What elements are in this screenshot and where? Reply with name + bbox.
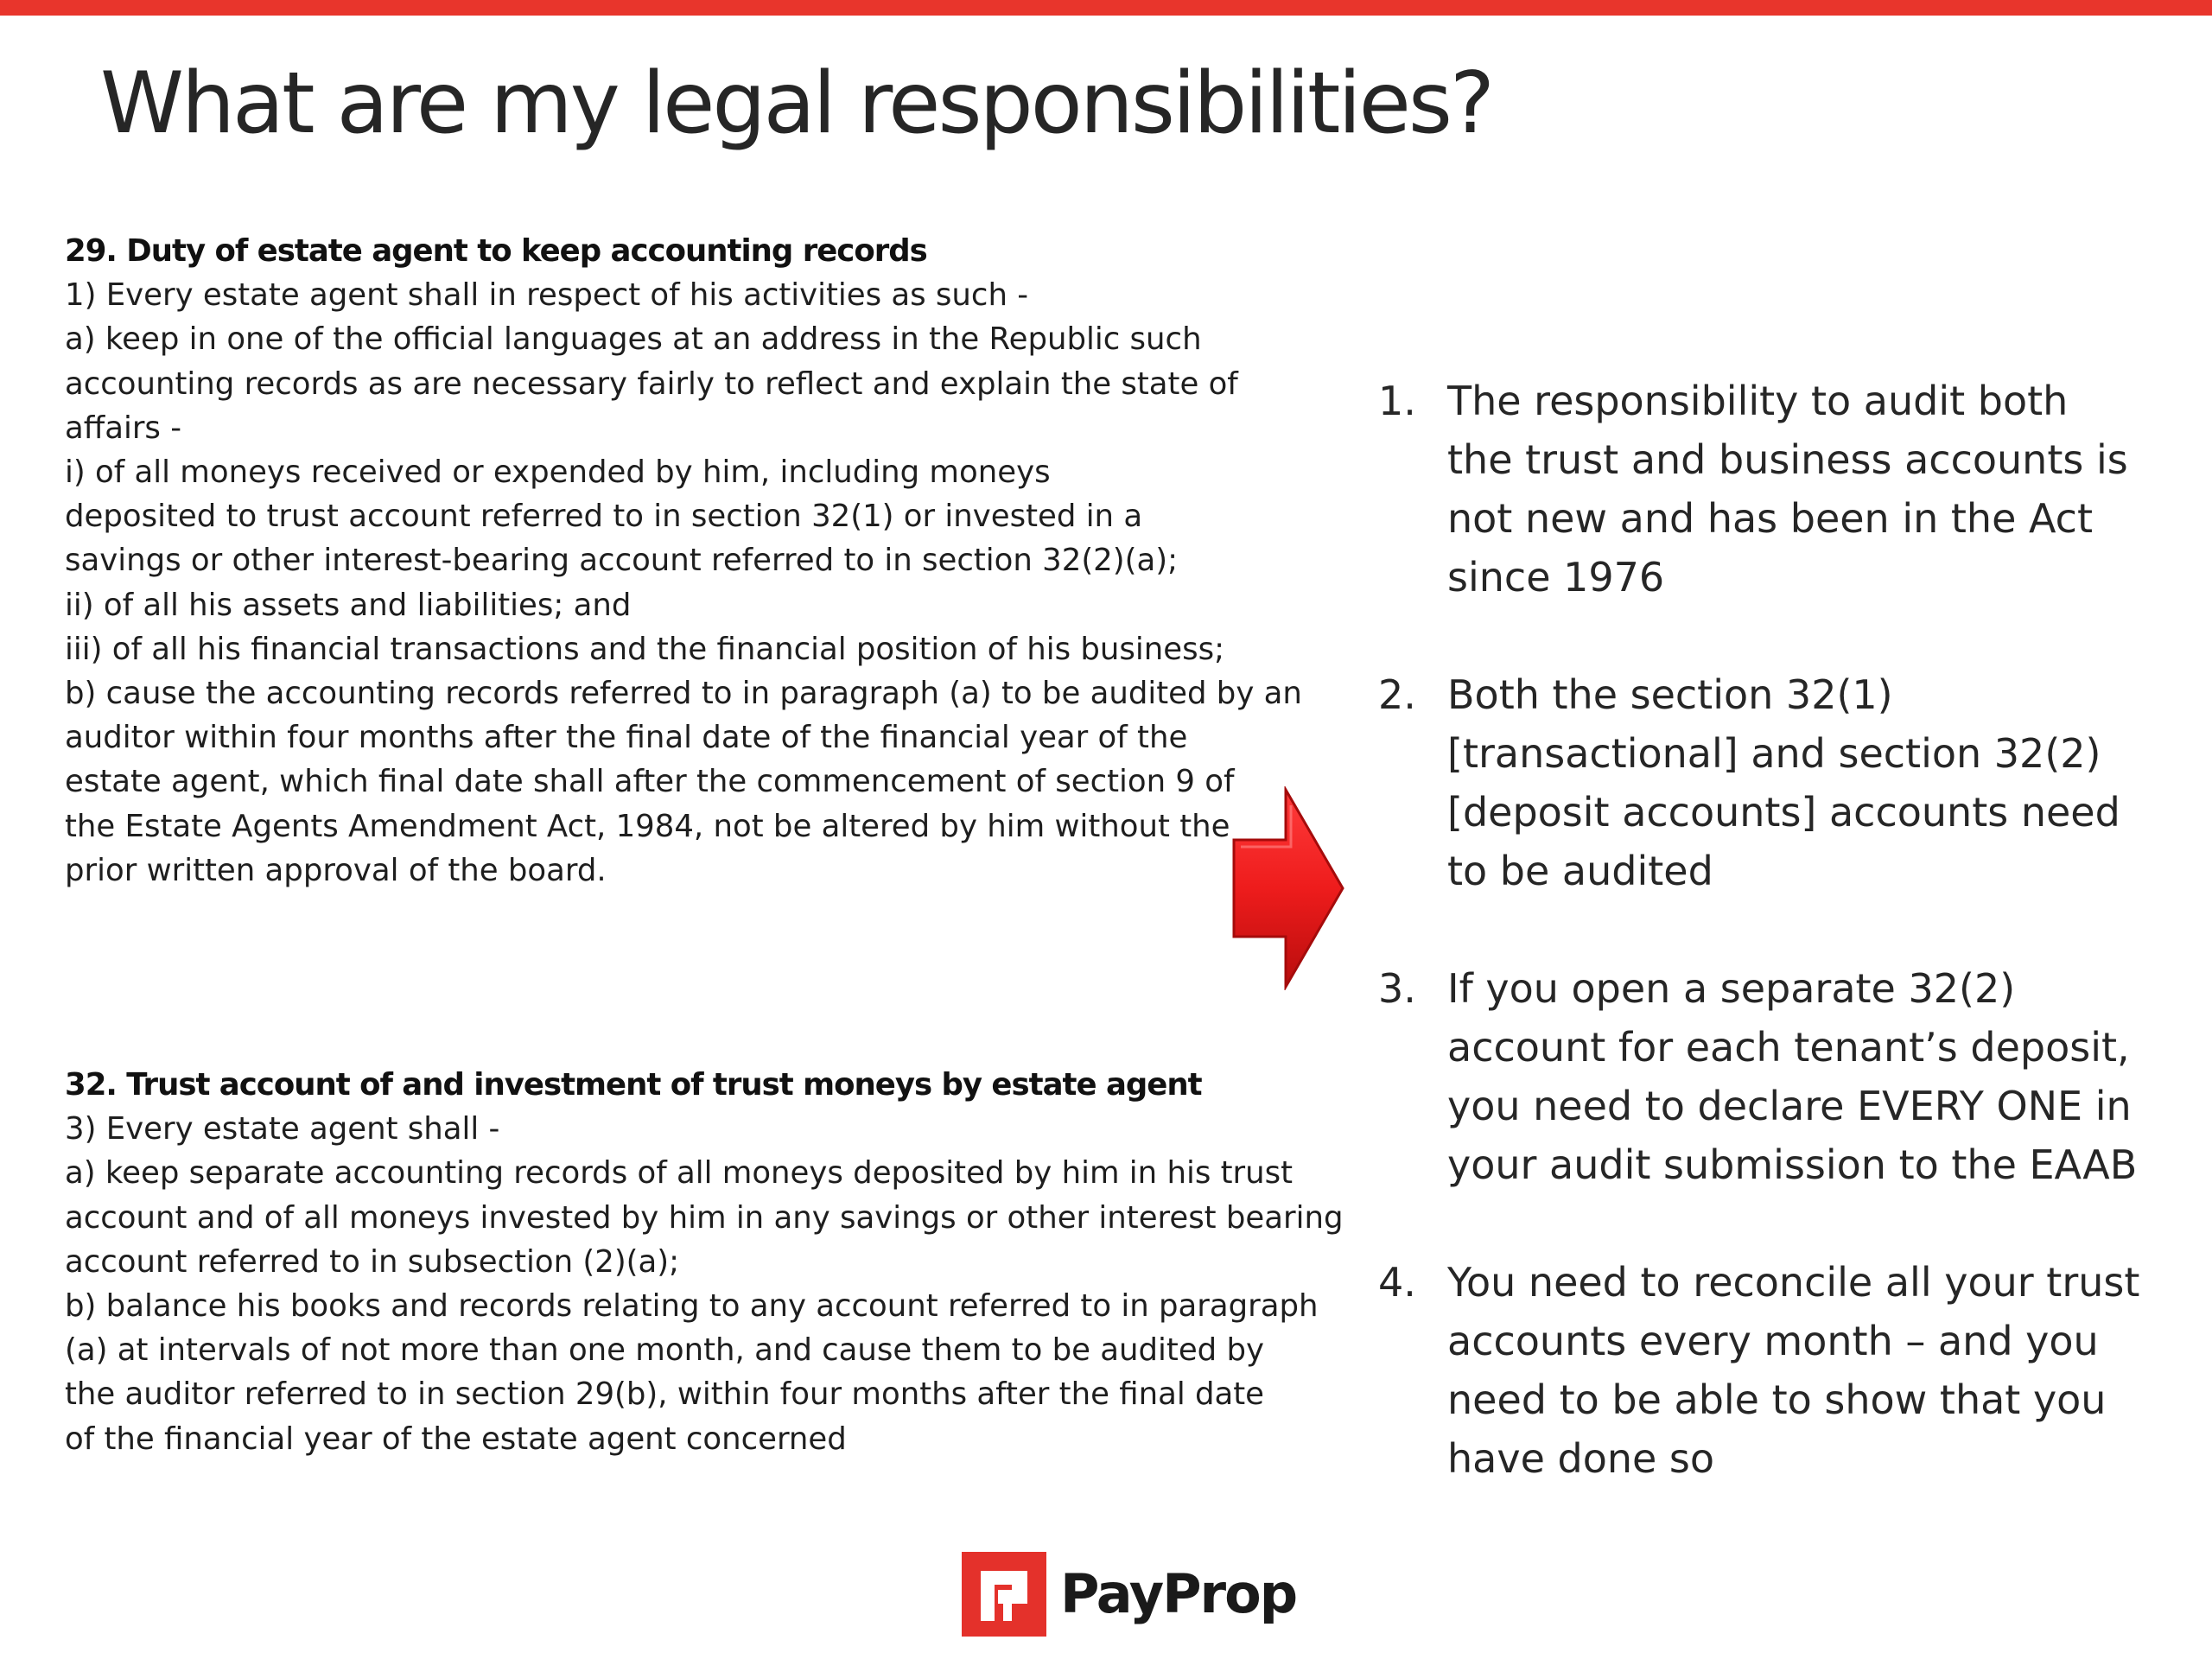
section-text-line: 1) Every estate agent shall in respect of his activities as such -	[65, 277, 1029, 314]
point-text-line: have done so	[1447, 1435, 1715, 1482]
section-text-line: i) of all moneys received or expended by him, including moneys	[65, 454, 1051, 491]
section-text-line: ii) of all his assets and liabilities; and	[65, 587, 632, 623]
point-text-line: [deposit accounts] accounts need	[1447, 789, 2120, 836]
point-text-line: not new and has been in the Act	[1447, 495, 2093, 542]
section-text-line: account referred to in subsection (2)(a);	[65, 1243, 680, 1280]
slide-title: What are my legal responsibilities?	[100, 54, 1493, 153]
section-text-line: a) keep in one of the official languages at an address in the Republic such	[65, 321, 1202, 358]
logo-wordmark: PayProp	[1060, 1562, 1297, 1625]
point-number: 2.	[1378, 671, 1416, 718]
section-text-line: prior written approval of the board.	[65, 852, 607, 888]
key-point	[1378, 665, 2156, 900]
section-text-line: deposited to trust account referred to in section 32(1) or invested in a	[65, 499, 1143, 535]
point-number: 1.	[1378, 378, 1416, 424]
section-29	[65, 229, 1302, 893]
right-arrow-icon	[1227, 786, 1348, 990]
section-text-line: savings or other interest-bearing account referred to in section 32(2)(a);	[65, 543, 1179, 579]
section-text-line: a) keep separate accounting records of all moneys deposited by him in his trust	[65, 1155, 1294, 1192]
point-text-line: need to be able to show that you	[1447, 1376, 2107, 1423]
section-text-line: auditor within four months after the final date of the financial year of the	[65, 720, 1188, 756]
section-text-line: b) balance his books and records relating to any account referred to in paragraph	[65, 1288, 1319, 1325]
section-text-line: accounting records as are necessary fairly to reflect and explain the state of	[65, 365, 1238, 402]
section-text-line: (a) at intervals of not more than one month, and cause them to be audited by	[65, 1332, 1265, 1369]
point-text-line: to be audited	[1447, 848, 1713, 894]
point-number: 4.	[1378, 1259, 1416, 1306]
section-text-line: 3) Every estate agent shall -	[65, 1111, 500, 1147]
key-point	[1378, 372, 2156, 607]
key-point	[1378, 1253, 2156, 1488]
point-text-line: accounts every month – and you	[1447, 1318, 2099, 1364]
point-text-line: account for each tenant’s deposit,	[1447, 1024, 2130, 1071]
section-32	[65, 1063, 1344, 1461]
point-number: 3.	[1378, 965, 1416, 1012]
point-text-line: You need to reconcile all your trust	[1447, 1259, 2140, 1306]
point-text-line: [transactional] and section 32(2)	[1447, 730, 2101, 777]
key-points-list	[1378, 372, 2156, 1547]
point-text-line: since 1976	[1447, 554, 1665, 601]
section-text-line: of the financial year of the estate agent concerned	[65, 1421, 847, 1457]
section-text-line: b) cause the accounting records referred to in paragraph (a) to be audited by an	[65, 676, 1302, 712]
key-point	[1378, 959, 2156, 1194]
point-text-line: Both the section 32(1)	[1447, 671, 1893, 718]
section-text-line: the auditor referred to in section 29(b), within four months after the final date	[65, 1376, 1265, 1413]
top-accent-bar	[0, 0, 2212, 16]
section-text-line: the Estate Agents Amendment Act, 1984, not be altered by him without the	[65, 808, 1230, 844]
section-heading: 29. Duty of estate agent to keep accounting records	[65, 233, 927, 269]
section-text-line: account and of all moneys invested by him in any savings or other interest bearing	[65, 1199, 1344, 1236]
point-text-line: The responsibility to audit both	[1447, 378, 2069, 424]
point-text-line: the trust and business accounts is	[1447, 436, 2128, 483]
point-text-line: your audit submission to the EAAB	[1447, 1141, 2138, 1188]
point-text-line: If you open a separate 32(2)	[1447, 965, 2016, 1012]
point-text-line: you need to declare EVERY ONE in	[1447, 1083, 2132, 1129]
section-text-line: estate agent, which final date shall after the commencement of section 9 of	[65, 764, 1235, 800]
payprop-logo	[962, 1551, 1296, 1637]
section-text-line: affairs -	[65, 410, 182, 446]
section-heading: 32. Trust account of and investment of trust moneys by estate agent	[65, 1067, 1202, 1103]
section-text-line: iii) of all his financial transactions and the financial position of his business;	[65, 631, 1225, 667]
payprop-logo-icon	[962, 1552, 1046, 1637]
